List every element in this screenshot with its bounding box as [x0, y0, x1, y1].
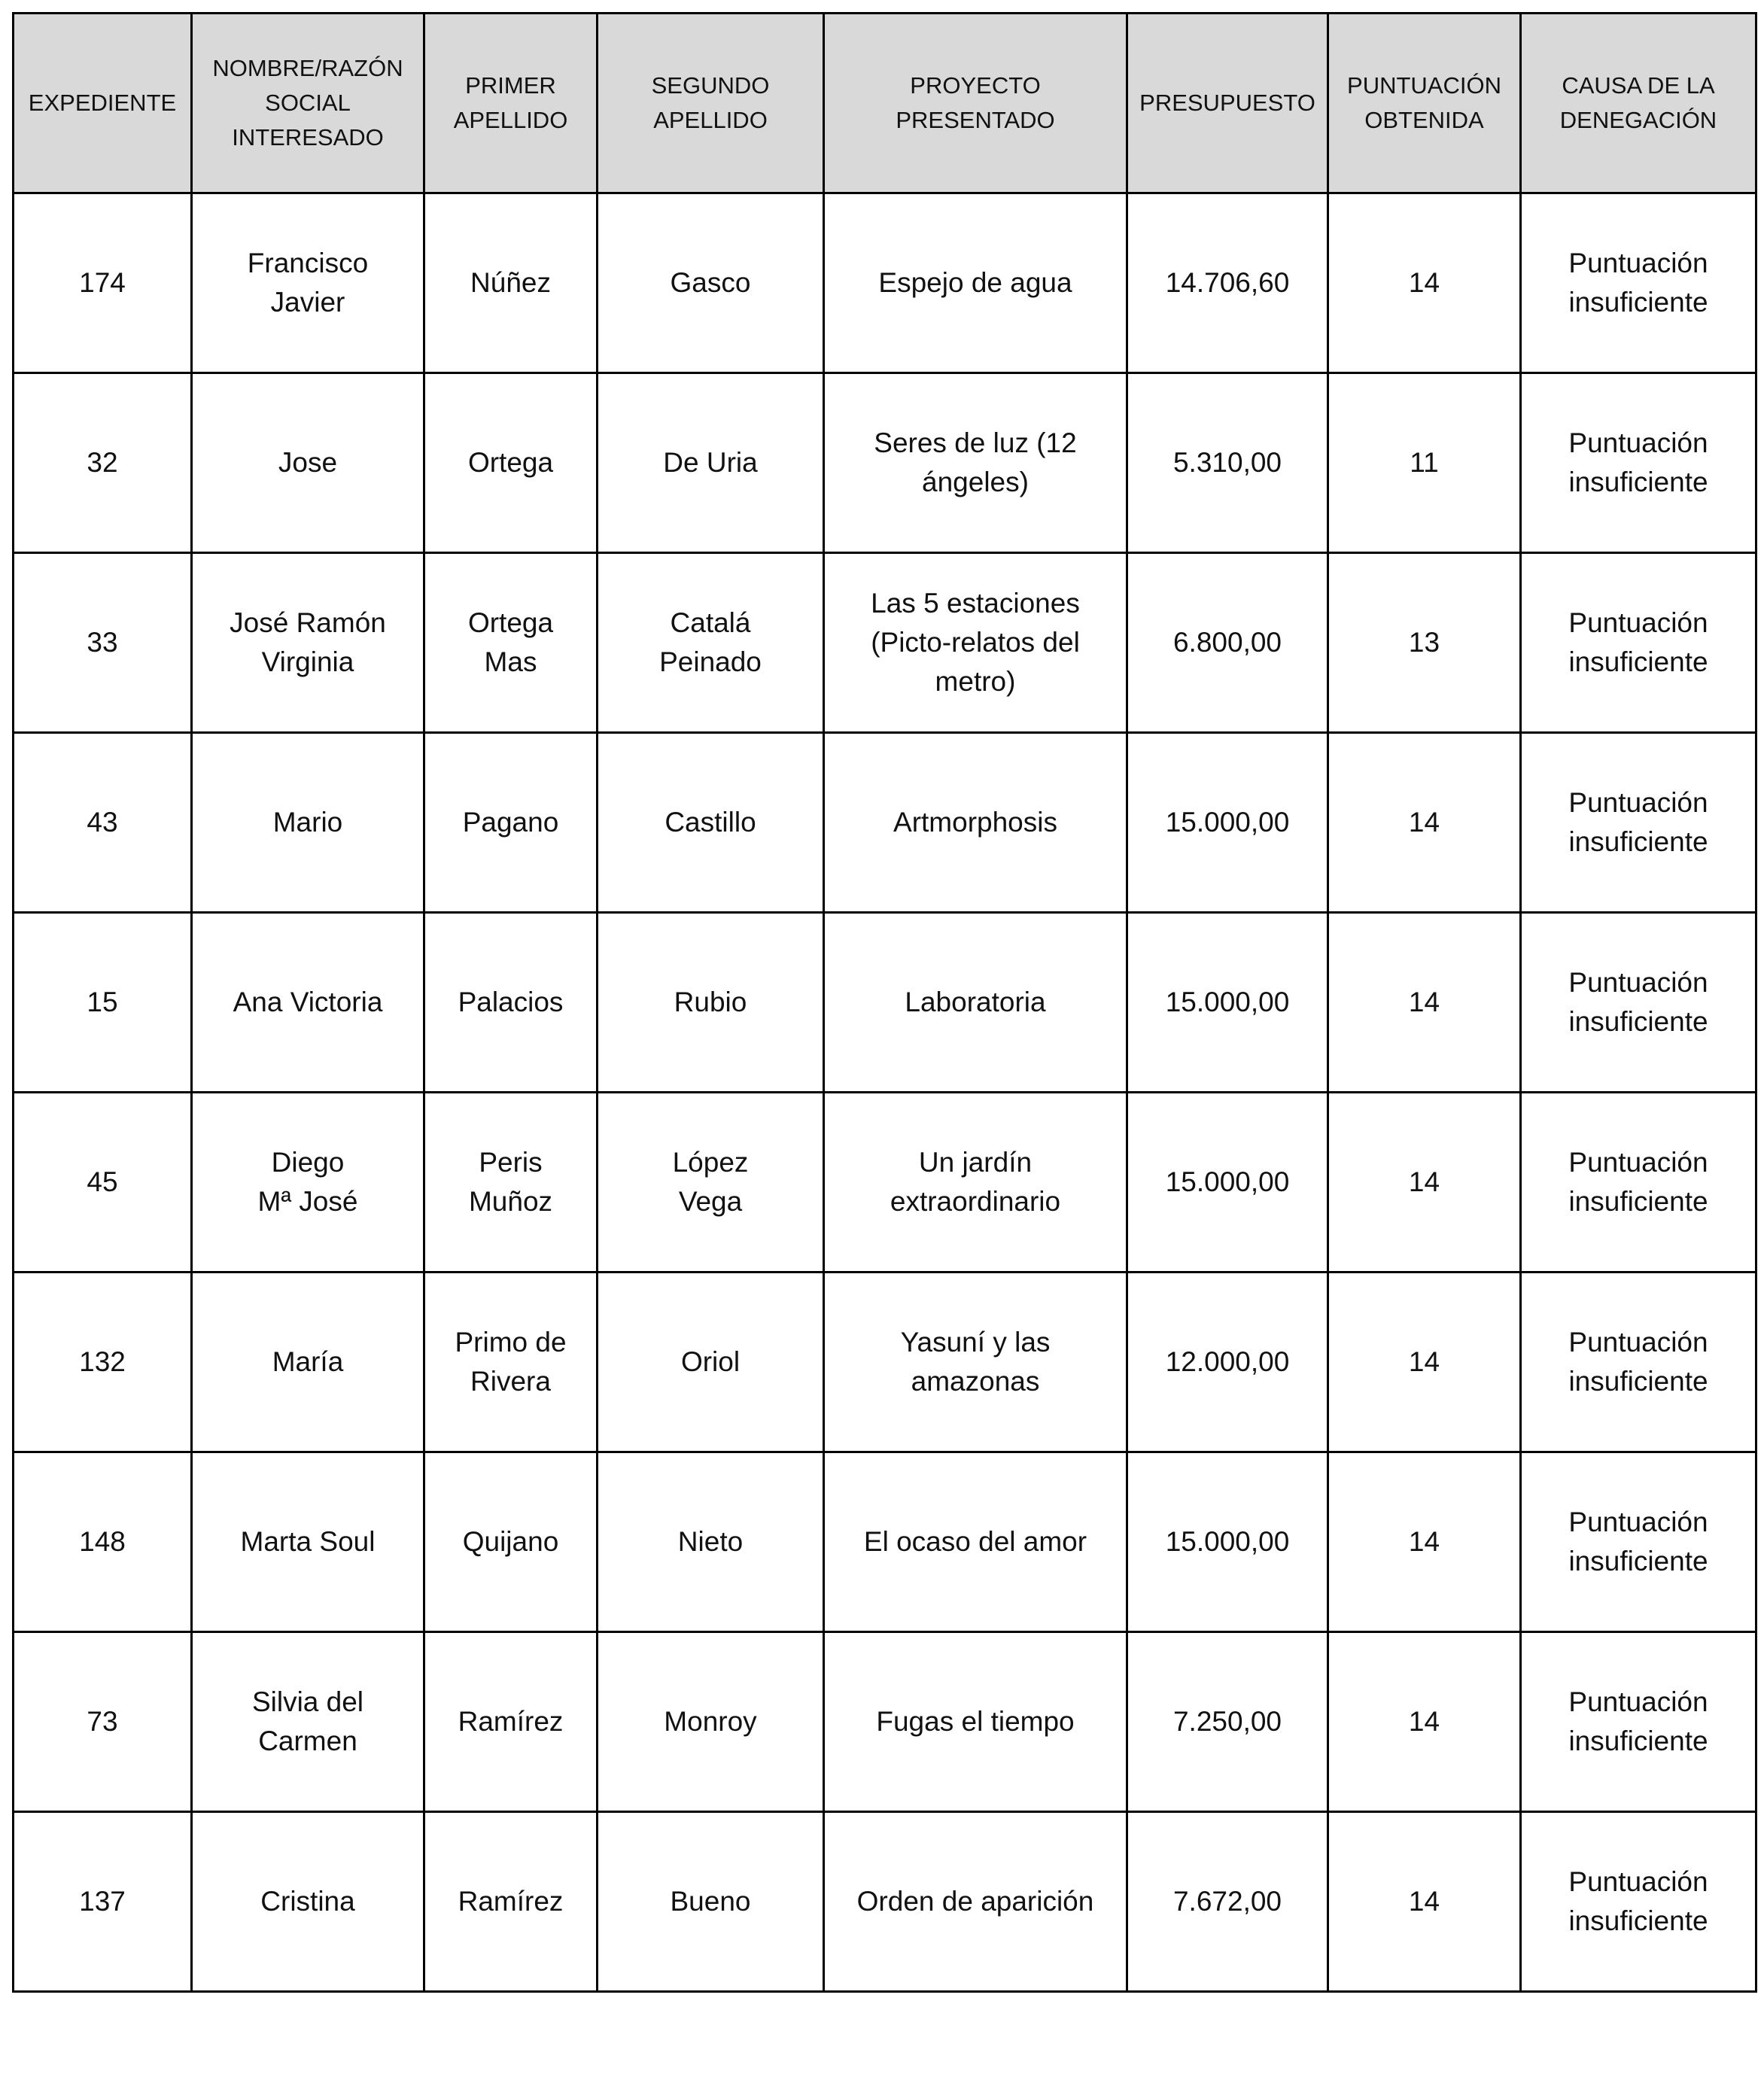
cell-puntuacion: 14: [1328, 1812, 1521, 1992]
cell-proyecto: Las 5 estaciones (Picto-relatos del metro): [824, 553, 1127, 733]
cell-causa: Puntuación insuficiente: [1521, 1452, 1756, 1632]
cell-puntuacion: 14: [1328, 1273, 1521, 1452]
cell-primer-apellido: Núñez: [424, 193, 598, 373]
cell-expediente: 132: [14, 1273, 192, 1452]
cell-primer-apellido: Peris Muñoz: [424, 1093, 598, 1273]
table-row: [14, 1812, 1756, 1992]
cell-proyecto: Yasuní y las amazonas: [824, 1273, 1127, 1452]
cell-proyecto: Fugas el tiempo: [824, 1632, 1127, 1812]
cell-segundo-apellido: López Vega: [598, 1093, 824, 1273]
cell-causa: Puntuación insuficiente: [1521, 1093, 1756, 1273]
header-primer-apellido: PRIMER APELLIDO: [424, 14, 598, 193]
cell-nombre: Mario: [192, 733, 424, 913]
cell-expediente: 174: [14, 193, 192, 373]
table-row: [14, 193, 1756, 373]
cell-puntuacion: 14: [1328, 1093, 1521, 1273]
table-row: [14, 1273, 1756, 1452]
cell-nombre: Silvia del Carmen: [192, 1632, 424, 1812]
header-segundo-apellido: SEGUNDO APELLIDO: [598, 14, 824, 193]
cell-segundo-apellido: Catalá Peinado: [598, 553, 824, 733]
cell-proyecto: Espejo de agua: [824, 193, 1127, 373]
cell-nombre: Francisco Javier: [192, 193, 424, 373]
cell-expediente: 45: [14, 1093, 192, 1273]
cell-segundo-apellido: Bueno: [598, 1812, 824, 1992]
cell-segundo-apellido: Monroy: [598, 1632, 824, 1812]
cell-primer-apellido: Primo de Rivera: [424, 1273, 598, 1452]
header-proyecto: PROYECTO PRESENTADO: [824, 14, 1127, 193]
cell-presupuesto: 12.000,00: [1127, 1273, 1328, 1452]
cell-presupuesto: 7.672,00: [1127, 1812, 1328, 1992]
cell-causa: Puntuación insuficiente: [1521, 1812, 1756, 1992]
cell-causa: Puntuación insuficiente: [1521, 553, 1756, 733]
table-row: [14, 1093, 1756, 1273]
cell-presupuesto: 15.000,00: [1127, 913, 1328, 1093]
cell-proyecto: Un jardín extraordinario: [824, 1093, 1127, 1273]
cell-presupuesto: 15.000,00: [1127, 733, 1328, 913]
cell-nombre: Marta Soul: [192, 1452, 424, 1632]
cell-puntuacion: 14: [1328, 193, 1521, 373]
cell-nombre: Diego Mª José: [192, 1093, 424, 1273]
cell-expediente: 148: [14, 1452, 192, 1632]
cell-primer-apellido: Quijano: [424, 1452, 598, 1632]
cell-puntuacion: 11: [1328, 373, 1521, 553]
cell-proyecto: Artmorphosis: [824, 733, 1127, 913]
cell-nombre: María: [192, 1273, 424, 1452]
cell-expediente: 137: [14, 1812, 192, 1992]
cell-segundo-apellido: De Uria: [598, 373, 824, 553]
cell-presupuesto: 15.000,00: [1127, 1452, 1328, 1632]
cell-primer-apellido: Ortega: [424, 373, 598, 553]
cell-causa: Puntuación insuficiente: [1521, 733, 1756, 913]
header-expediente: EXPEDIENTE: [14, 14, 192, 193]
cell-presupuesto: 14.706,60: [1127, 193, 1328, 373]
cell-puntuacion: 14: [1328, 913, 1521, 1093]
cell-nombre: Cristina: [192, 1812, 424, 1992]
table-row: [14, 733, 1756, 913]
cell-puntuacion: 14: [1328, 1632, 1521, 1812]
cell-primer-apellido: Ramírez: [424, 1632, 598, 1812]
cell-expediente: 43: [14, 733, 192, 913]
cell-proyecto: Orden de aparición: [824, 1812, 1127, 1992]
table-body: [14, 193, 1756, 1992]
table-row: [14, 913, 1756, 1093]
table-row: [14, 1452, 1756, 1632]
cell-nombre: Jose: [192, 373, 424, 553]
cell-segundo-apellido: Nieto: [598, 1452, 824, 1632]
cell-primer-apellido: Pagano: [424, 733, 598, 913]
cell-segundo-apellido: Castillo: [598, 733, 824, 913]
cell-expediente: 32: [14, 373, 192, 553]
header-puntuacion: PUNTUACIÓN OBTENIDA: [1328, 14, 1521, 193]
cell-proyecto: Seres de luz (12 ángeles): [824, 373, 1127, 553]
records-table: [12, 12, 1757, 1993]
cell-causa: Puntuación insuficiente: [1521, 1273, 1756, 1452]
cell-segundo-apellido: Gasco: [598, 193, 824, 373]
cell-proyecto: Laboratoria: [824, 913, 1127, 1093]
table-row: [14, 1632, 1756, 1812]
cell-nombre: Ana Victoria: [192, 913, 424, 1093]
header-causa: CAUSA DE LA DENEGACIÓN: [1521, 14, 1756, 193]
cell-presupuesto: 5.310,00: [1127, 373, 1328, 553]
cell-segundo-apellido: Rubio: [598, 913, 824, 1093]
header-nombre: NOMBRE/RAZÓN SOCIAL INTERESADO: [192, 14, 424, 193]
cell-causa: Puntuación insuficiente: [1521, 913, 1756, 1093]
header-presupuesto: PRESUPUESTO: [1127, 14, 1328, 193]
cell-presupuesto: 7.250,00: [1127, 1632, 1328, 1812]
cell-primer-apellido: Palacios: [424, 913, 598, 1093]
cell-causa: Puntuación insuficiente: [1521, 193, 1756, 373]
cell-primer-apellido: Ortega Mas: [424, 553, 598, 733]
cell-presupuesto: 15.000,00: [1127, 1093, 1328, 1273]
cell-nombre: José Ramón Virginia: [192, 553, 424, 733]
cell-causa: Puntuación insuficiente: [1521, 1632, 1756, 1812]
cell-expediente: 33: [14, 553, 192, 733]
cell-proyecto: El ocaso del amor: [824, 1452, 1127, 1632]
cell-presupuesto: 6.800,00: [1127, 553, 1328, 733]
cell-primer-apellido: Ramírez: [424, 1812, 598, 1992]
table-row: [14, 553, 1756, 733]
cell-expediente: 73: [14, 1632, 192, 1812]
cell-segundo-apellido: Oriol: [598, 1273, 824, 1452]
cell-puntuacion: 14: [1328, 733, 1521, 913]
header-row: [14, 14, 1756, 193]
cell-puntuacion: 14: [1328, 1452, 1521, 1632]
cell-expediente: 15: [14, 913, 192, 1093]
cell-puntuacion: 13: [1328, 553, 1521, 733]
table-header: [14, 14, 1756, 193]
table-row: [14, 373, 1756, 553]
cell-causa: Puntuación insuficiente: [1521, 373, 1756, 553]
